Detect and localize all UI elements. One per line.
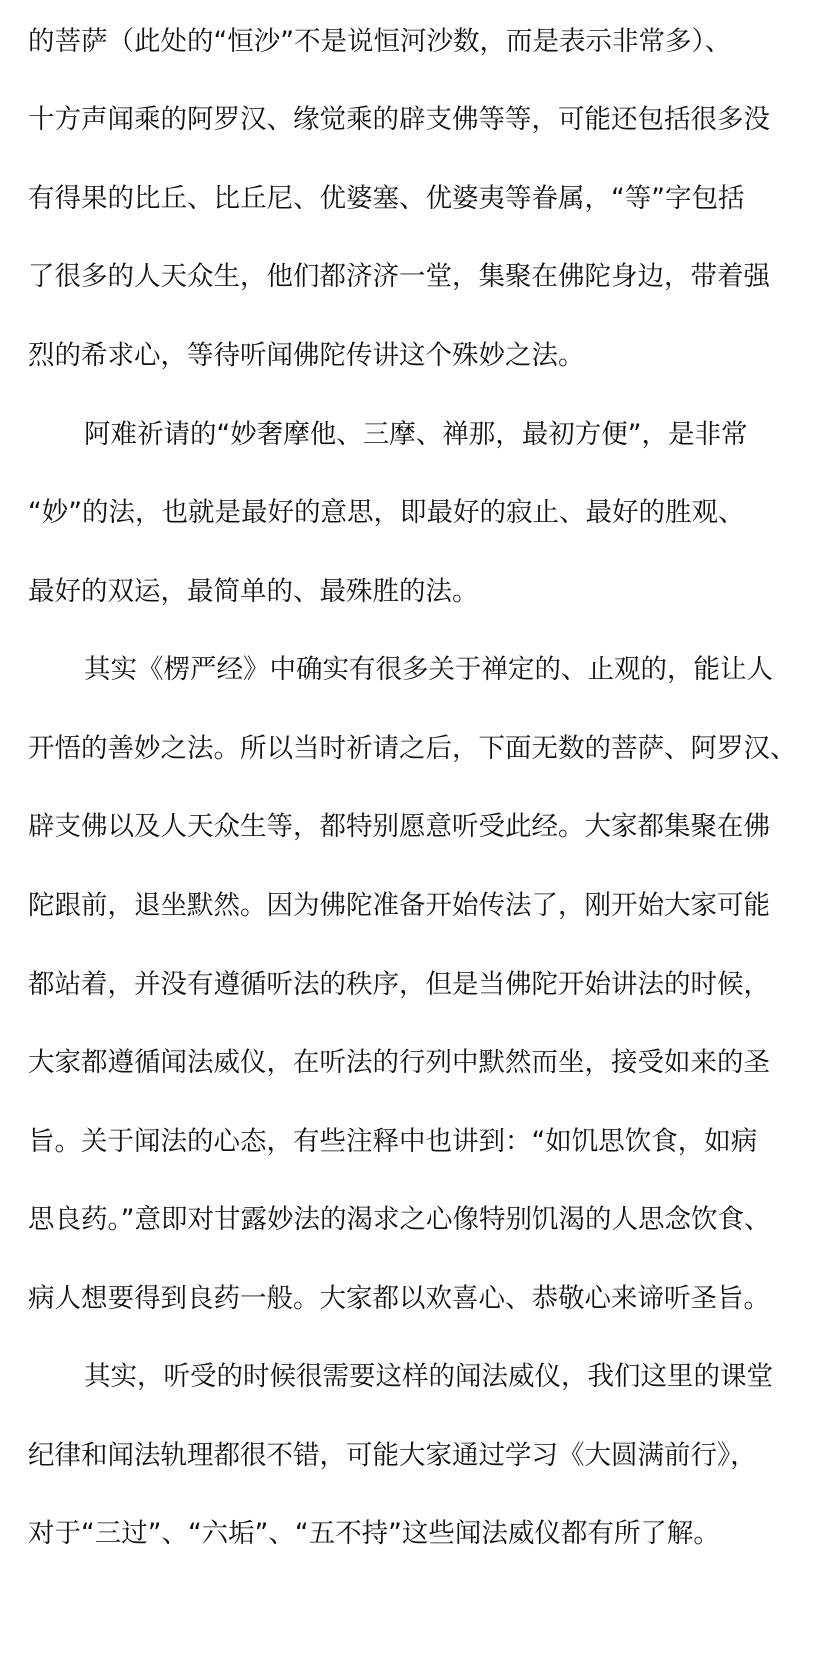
text-line-13: 都站着，并没有遵循听法的秩序，但是当佛陀开始讲法的时候， bbox=[28, 969, 770, 1000]
text-line-19: 纪律和闻法轨理都很不错，可能大家通过学习《大圆满前行》， bbox=[28, 1440, 757, 1471]
text-line-16: 思良药。”意即对甘露妙法的渴求之心像特别饥渴的人思念饮食、 bbox=[28, 1204, 771, 1235]
text-line-9: 其实《楞严经》中确实有很多关于禅定的、止观的，能让人 bbox=[84, 654, 773, 685]
text-line-8: 最好的双运，最简单的、最殊胜的法。 bbox=[28, 576, 479, 607]
text-line-14: 大家都遵循闻法威仪，在听法的行列中默然而坐，接受如来的圣 bbox=[28, 1047, 770, 1078]
text-line-7: “妙”的法，也就是最好的意思，即最好的寂止、最好的胜观、 bbox=[28, 497, 745, 528]
text-line-15: 旨。关于闻法的心态，有些注释中也讲到：“如饥思饮食，如病 bbox=[28, 1126, 758, 1157]
text-line-12: 陀跟前，退坐默然。因为佛陀准备开始传法了，刚开始大家可能 bbox=[28, 890, 770, 921]
text-line-1: 的菩萨（此处的“恒沙”不是说恒河沙数，而是表示非常多）、 bbox=[28, 26, 732, 57]
text-line-10: 开悟的善妙之法。所以当时祈请之后，下面无数的菩萨、阿罗汉、 bbox=[28, 733, 797, 764]
text-line-4: 了很多的人天众生，他们都济济一堂，集聚在佛陀身边，带着强 bbox=[28, 261, 770, 292]
text-line-11: 辟支佛以及人天众生等，都特别愿意听受此经。大家都集聚在佛 bbox=[28, 811, 770, 842]
text-line-17: 病人想要得到良药一般。大家都以欢喜心、恭敬心来谛听圣旨。 bbox=[28, 1283, 770, 1314]
text-line-3: 有得果的比丘、比丘尼、优婆塞、优婆夷等眷属，“等”字包括 bbox=[28, 183, 745, 214]
text-line-2: 十方声闻乘的阿罗汉、缘觉乘的辟支佛等等，可能还包括很多没 bbox=[28, 104, 770, 135]
text-line-18: 其实，听受的时候很需要这样的闻法威仪，我们这里的课堂 bbox=[84, 1361, 773, 1392]
text-line-5: 烈的希求心，等待听闻佛陀传讲这个殊妙之法。 bbox=[28, 340, 585, 371]
text-line-20: 对于“三过”、“六垢”、“五不持”这些闻法威仪都有所了解。 bbox=[28, 1518, 720, 1549]
text-line-6: 阿难祈请的“妙奢摩他、三摩、禅那，最初方便”，是非常 bbox=[84, 419, 748, 450]
